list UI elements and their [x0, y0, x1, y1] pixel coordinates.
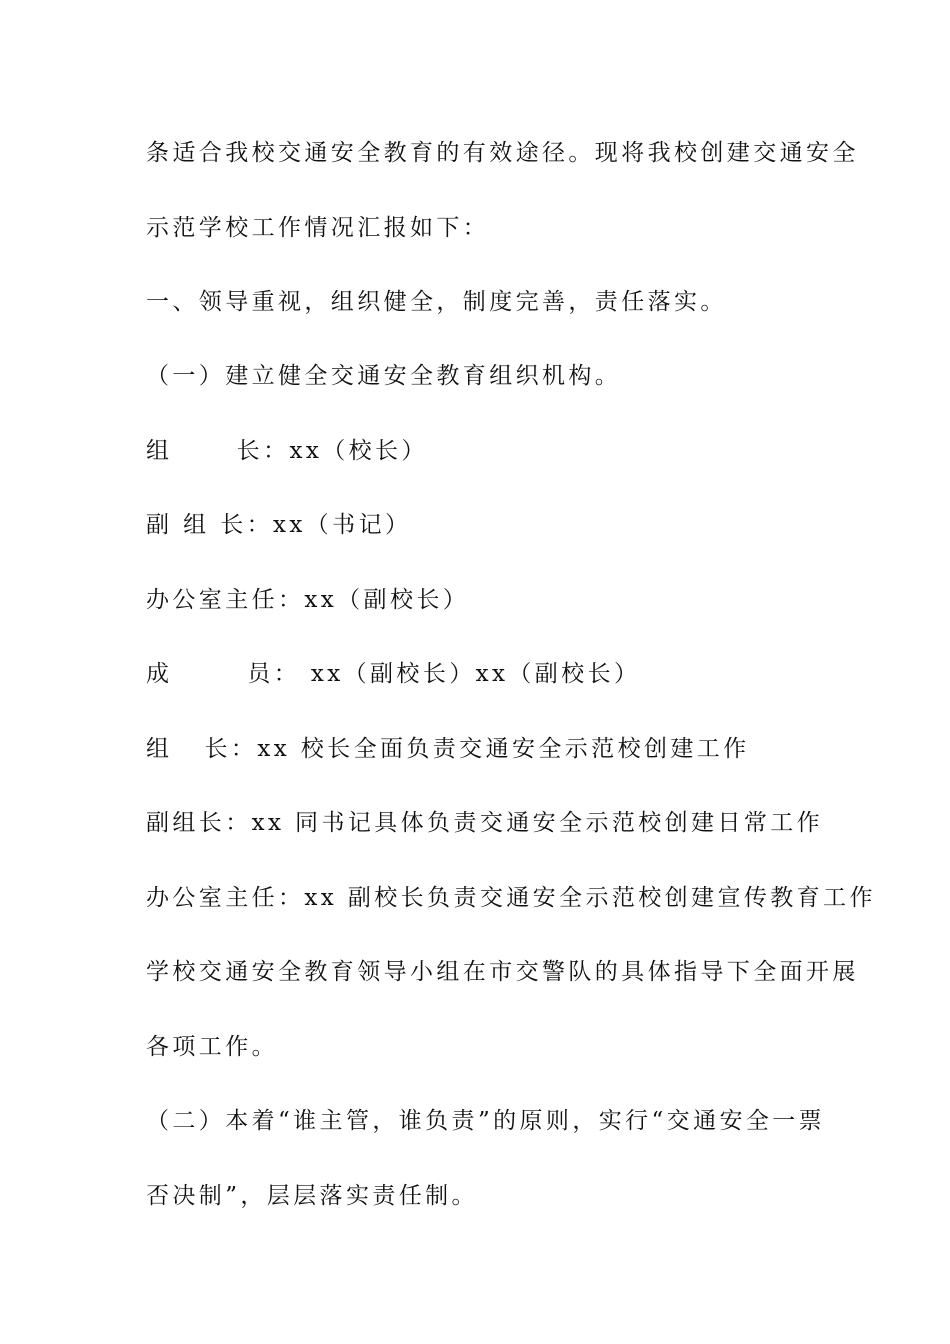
duty-deputy-line: 副组长：xx 同书记具体负责交通安全示范校创建日常工作: [146, 810, 824, 836]
org-members-line: 成 员： xx（副校长）xx（副校长）: [146, 661, 641, 687]
org-office-director-line: 办公室主任：xx（副校长）: [146, 587, 470, 613]
org-deputy-line: 副 组 长：xx（书记）: [146, 512, 412, 538]
duty-office-director-line: 办公室主任：xx 副校长负责交通安全示范校创建宣传教育工作: [146, 885, 876, 911]
org-leader-line: 组 长：xx（校长）: [146, 438, 428, 464]
text-line-13: 各项工作。: [146, 1034, 278, 1060]
subsection-heading-2: （二）本着“谁主管，谁负责”的原则，实行“交通安全一票: [146, 1108, 826, 1134]
duty-leader-line: 组 长：xx 校长全面负责交通安全示范校创建工作: [146, 736, 750, 762]
text-line-12: 学校交通安全教育领导小组在市交警队的具体指导下全面开展: [146, 959, 859, 985]
text-line-1: 条适合我校交通安全教育的有效途径。现将我校创建交通安全: [146, 140, 859, 166]
section-heading-1: 一、领导重视，组织健全，制度完善，责任落实。: [146, 289, 727, 315]
text-line-15: 否决制”，层层落实责任制。: [146, 1183, 478, 1209]
text-line-2: 示范学校工作情况汇报如下：: [146, 215, 490, 241]
subsection-heading-1: （一）建立健全交通安全教育组织机构。: [146, 363, 622, 389]
